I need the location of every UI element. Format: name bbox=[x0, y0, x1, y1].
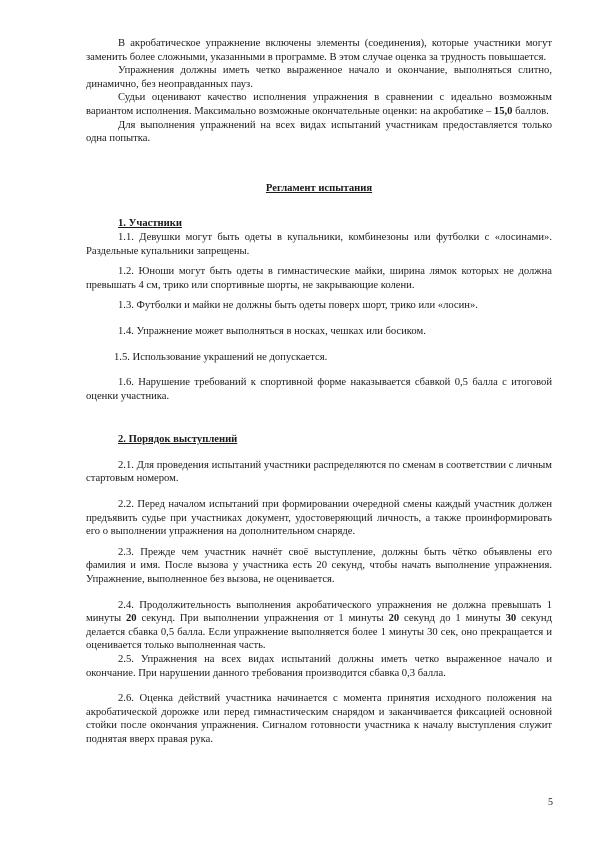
section-2-item-4-text-e: секунд делается сбавка 0,5 балла. Если упражнение выполняется более 1 минуты 30 сек, оно прекращается и оценивается только выполненная часть. bbox=[86, 613, 552, 652]
intro-paragraph-2: Упражнения должны иметь четко выраженное начало и окончание, выполняться слитно, динамично, без неоправданных пауз. bbox=[86, 65, 552, 90]
section-1-heading: 1. Участники bbox=[118, 218, 182, 230]
section-2-item-5: 2.5. Упражнения на всех видах испытаний должны иметь четко выраженное начало и окончание. При нарушении данного требования производится сбавка 0,3 балла. bbox=[86, 654, 552, 679]
section-2-item-2: 2.2. Перед началом испытаний при формировании очередной смены каждый участник должен предъявить судье при участниках документ, удостоверяющий личность, а также проинформировать его о выполнении упражнения на дополнительном снаряде. bbox=[86, 499, 552, 538]
duration-seconds-1: 20 bbox=[125, 613, 137, 625]
regulation-title: Регламент испытания bbox=[265, 182, 373, 194]
section-2-item-4 bbox=[86, 599, 552, 653]
page-number: 5 bbox=[548, 797, 553, 808]
max-score: 15,0 bbox=[493, 105, 513, 117]
intro-paragraph-4: Для выполнения упражнений на всех видах испытаний участникам предоставляется только одна попытка. bbox=[86, 119, 552, 145]
section-1-item-4: 1.4. Упражнение может выполняться в носках, чешках или босиком. bbox=[118, 325, 426, 337]
section-1-item-1: 1.1. Девушки могут быть одеты в купальники, комбинезоны или футболки с «лосинами». Раздельные купальники запрещены. bbox=[86, 231, 552, 257]
section-2-item-4-text-a: 2.4. Продолжительность выполнения акробатического упражнения не должна превышать 1 минуты bbox=[86, 599, 552, 625]
duration-seconds-3: 30 bbox=[505, 613, 517, 625]
section-2-item-4-text-c: секунд. При выполнении упражнения от 1 минуты bbox=[136, 613, 389, 625]
intro-paragraph-3 bbox=[86, 91, 552, 118]
section-2-item-6: 2.6. Оценка действий участника начинается с момента принятия исходного положения на акробатической дорожке или перед гимнастическим снарядом и заканчивается фиксацией основной стойки после окончания упражнения. Сигналом готовности участника к началу выступления служит поднятая вверх правая рука. bbox=[86, 693, 552, 745]
section-2-heading: 2. Порядок выступлений bbox=[118, 434, 238, 446]
intro-paragraph-3-tail: баллов. bbox=[512, 105, 549, 117]
section-1-item-3: 1.3. Футболки и майки не должны быть одеты поверх шорт, трико или «лосин». bbox=[118, 300, 478, 312]
section-2-item-4-text-d: секунд до 1 минуты bbox=[399, 613, 506, 625]
duration-seconds-2: 20 bbox=[388, 613, 400, 625]
section-1-item-6: 1.6. Нарушение требований к спортивной форме наказывается сбавкой 0,5 балла с итоговой оценки участника. bbox=[86, 377, 552, 402]
section-1-item-5: 1.5. Использование украшений не допускается. bbox=[114, 351, 328, 363]
page-content bbox=[86, 37, 552, 747]
section-2-item-1: 2.1. Для проведения испытаний участники распределяются по сменам в соответствии с личным стартовым номером. bbox=[86, 459, 552, 485]
intro-paragraph-3-text: Судьи оценивают качество исполнения упражнения в сравнении с идеально возможным вариантом исполнения. Максимально возможные окончательные оценки: на акробатике – bbox=[86, 92, 552, 117]
section-2-item-3: 2.3. Прежде чем участник начнёт своё выступление, должны быть чётко объявлены его фамилия и имя. После вызова у участника есть 20 секунд, чтобы начать выполнение упражнения. Упражнение, выполненное без вызова, не оценивается. bbox=[86, 546, 552, 586]
intro-paragraph-1: В акробатическое упражнение включены элементы (соединения), которые участники могут заменить более сложными, указанными в программе. В этом случае оценка за трудность повышается. bbox=[86, 38, 552, 63]
section-1-item-2: 1.2. Юноши могут быть одеты в гимнастические майки, ширина лямок которых не должна превышать 4 см, трико или спортивные шорты, не закрывающие колени. bbox=[86, 266, 552, 291]
